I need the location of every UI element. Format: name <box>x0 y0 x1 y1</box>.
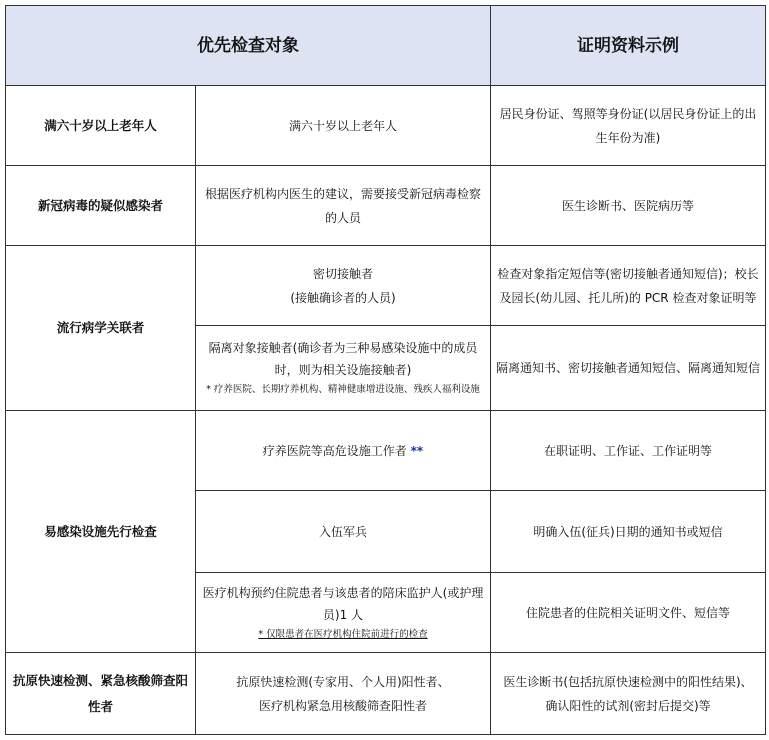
target-text: 隔离对象接触者(确诊者为三种易感染设施中的成员时，则为相关设施接触者) <box>208 341 478 377</box>
category-cell: 新冠病毒的疑似感染者 <box>6 166 196 246</box>
table-header-row <box>6 6 766 86</box>
category-cell: 易感染设施先行检查 <box>6 411 196 653</box>
target-note: * 疗养医院、长期疗养机构、精神健康增进设施、残疾人福利设施 <box>206 384 480 395</box>
proof-cell: 明确入伍(征兵)日期的通知书或短信 <box>491 491 766 573</box>
footnote-mark: ** <box>410 443 424 458</box>
header-proof-examples: 证明资料示例 <box>491 6 766 86</box>
table-row <box>6 246 766 326</box>
target-note: * 仅限患者在医疗机构住院前进行的检查 <box>258 628 428 640</box>
proof-cell: 在职证明、工作证、工作证明等 <box>491 411 766 491</box>
table-row <box>6 166 766 246</box>
target-cell <box>196 326 491 411</box>
table-row <box>6 86 766 166</box>
category-cell: 抗原快速检测、紧急核酸筛查阳性者 <box>6 653 196 735</box>
target-cell <box>196 653 491 735</box>
target-cell <box>196 246 491 326</box>
priority-test-table <box>5 5 766 735</box>
proof-cell: 住院患者的住院相关证明文件、短信等 <box>491 573 766 653</box>
target-text: 密切接触者 <box>312 266 373 281</box>
proof-text-2: 确认阳性的试剂(密封后提交)等 <box>545 698 711 713</box>
target-text-2: (接触确诊者的人员) <box>290 290 396 305</box>
target-text: 抗原快速检测(专家用、个人用)阳性者、 <box>236 674 450 689</box>
proof-cell: 检查对象指定短信等(密切接触者通知短信)；校长及园长(幼儿园、托儿所)的 PCR 检查对象证明等 <box>491 246 766 326</box>
target-cell: 根据医疗机构内医生的建议，需要接受新冠病毒检察的人员 <box>196 166 491 246</box>
proof-cell <box>491 653 766 735</box>
proof-text: 医生诊断书(包括抗原快速检测中的阳性结果)、 <box>503 674 753 689</box>
target-text-2: 医疗机构紧急用核酸筛查阳性者 <box>258 698 427 713</box>
target-cell: 满六十岁以上老年人 <box>196 86 491 166</box>
target-text: 疗养医院等高危设施工作者 <box>262 443 407 458</box>
proof-cell: 医生诊断书、医院病历等 <box>491 166 766 246</box>
target-cell: 入伍军兵 <box>196 491 491 573</box>
proof-cell: 居民身份证、驾照等身份证(以居民身份证上的出生年份为准) <box>491 86 766 166</box>
category-cell: 满六十岁以上老年人 <box>6 86 196 166</box>
header-priority-targets: 优先检查对象 <box>6 6 491 86</box>
target-cell <box>196 573 491 653</box>
table-row <box>6 411 766 491</box>
target-text: 医疗机构预约住院患者与该患者的陪床监护人(或护理员)1 人 <box>202 585 484 622</box>
category-cell: 流行病学关联者 <box>6 246 196 411</box>
proof-cell: 隔离通知书、密切接触者通知短信、隔离通知短信 <box>491 326 766 411</box>
table-row <box>6 653 766 735</box>
target-cell <box>196 411 491 491</box>
